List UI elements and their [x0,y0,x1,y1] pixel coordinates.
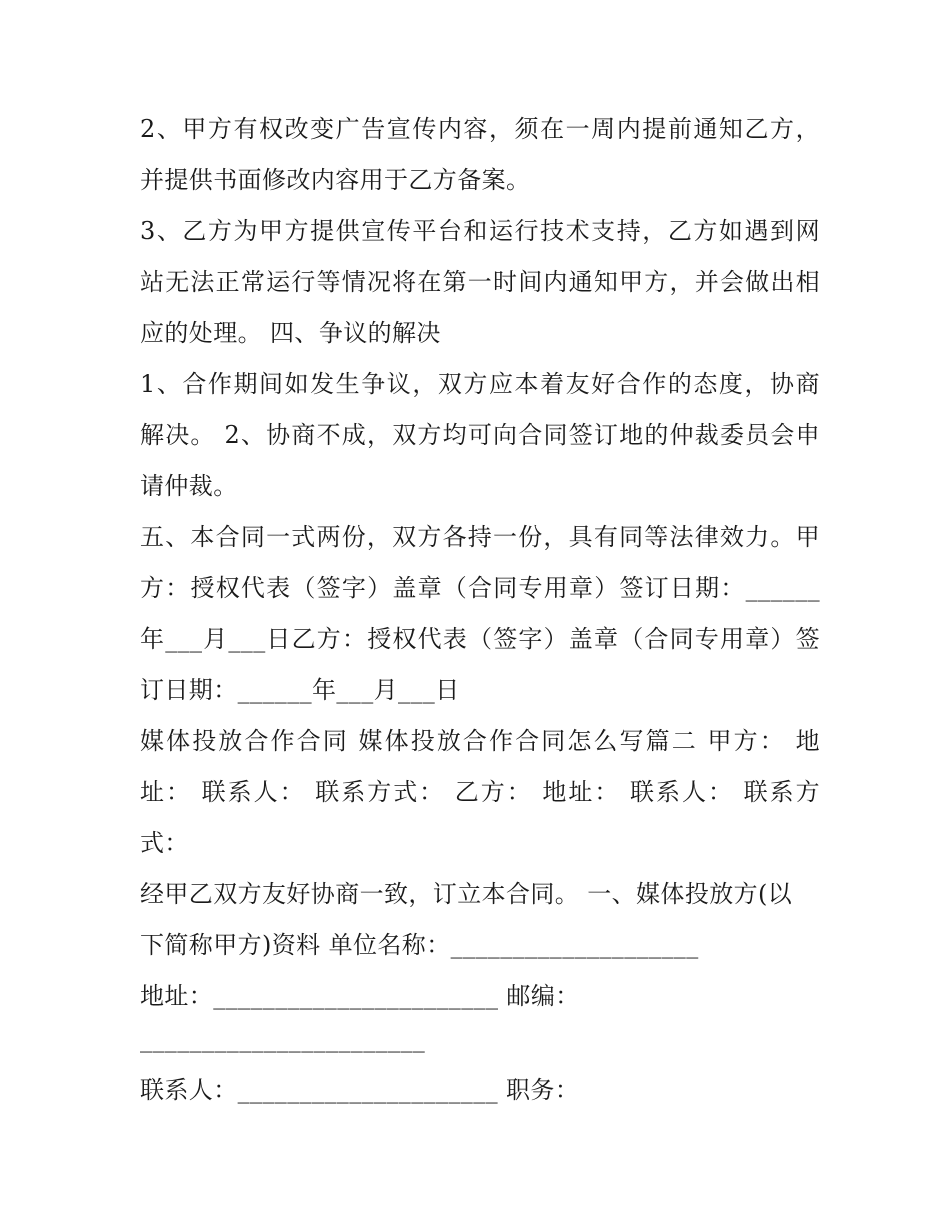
text-line: 年___月___日乙方：授权代表（签字）盖章（合同专用章）签 [140,625,820,653]
text-line: 经甲乙双方友好协商一致，订立本合同。 一、媒体投放方(以 [140,880,793,908]
text-line: 媒体投放合作合同 媒体投放合作合同怎么写篇二 甲方： 地 [140,727,820,755]
text-line: 1、合作期间如发生争议，双方应本着友好合作的态度，协商 [140,370,820,398]
text-line: 请仲裁。 [140,472,238,500]
text-line: 解决。 2、协商不成，双方均可向合同签订地的仲裁委员会申 [140,421,820,449]
text-line: 应的处理。 四、争议的解决 [140,319,441,347]
text-line: 3、乙方为甲方提供宣传平台和运行技术支持，乙方如遇到网 [140,217,820,245]
text-line: 地址：_______________________ 邮编： [140,982,580,1010]
text-line: 订日期：______年___月___日 [140,676,460,704]
text-line: 站无法正常运行等情况将在第一时间内通知甲方，并会做出相 [140,268,820,296]
text-line: 联系人：_____________________ 职务： [140,1076,580,1104]
text-line: 2、甲方有权改变广告宣传内容，须在一周内提前通知乙方， [140,115,820,143]
text-line: _______________________ [140,1025,426,1053]
text-line: 址： 联系人： 联系方式： 乙方： 地址： 联系人： 联系方 [140,778,820,806]
text-line: 五、本合同一式两份，双方各持一份，具有同等法律效力。甲 [140,523,820,551]
text-line: 式： [140,829,189,857]
text-line: 并提供书面修改内容用于乙方备案。 [140,166,531,194]
text-line: 下简称甲方)资料 单位名称：____________________ [140,931,699,959]
text-line: 方：授权代表（签字）盖章（合同专用章）签订日期：______ [140,574,820,602]
